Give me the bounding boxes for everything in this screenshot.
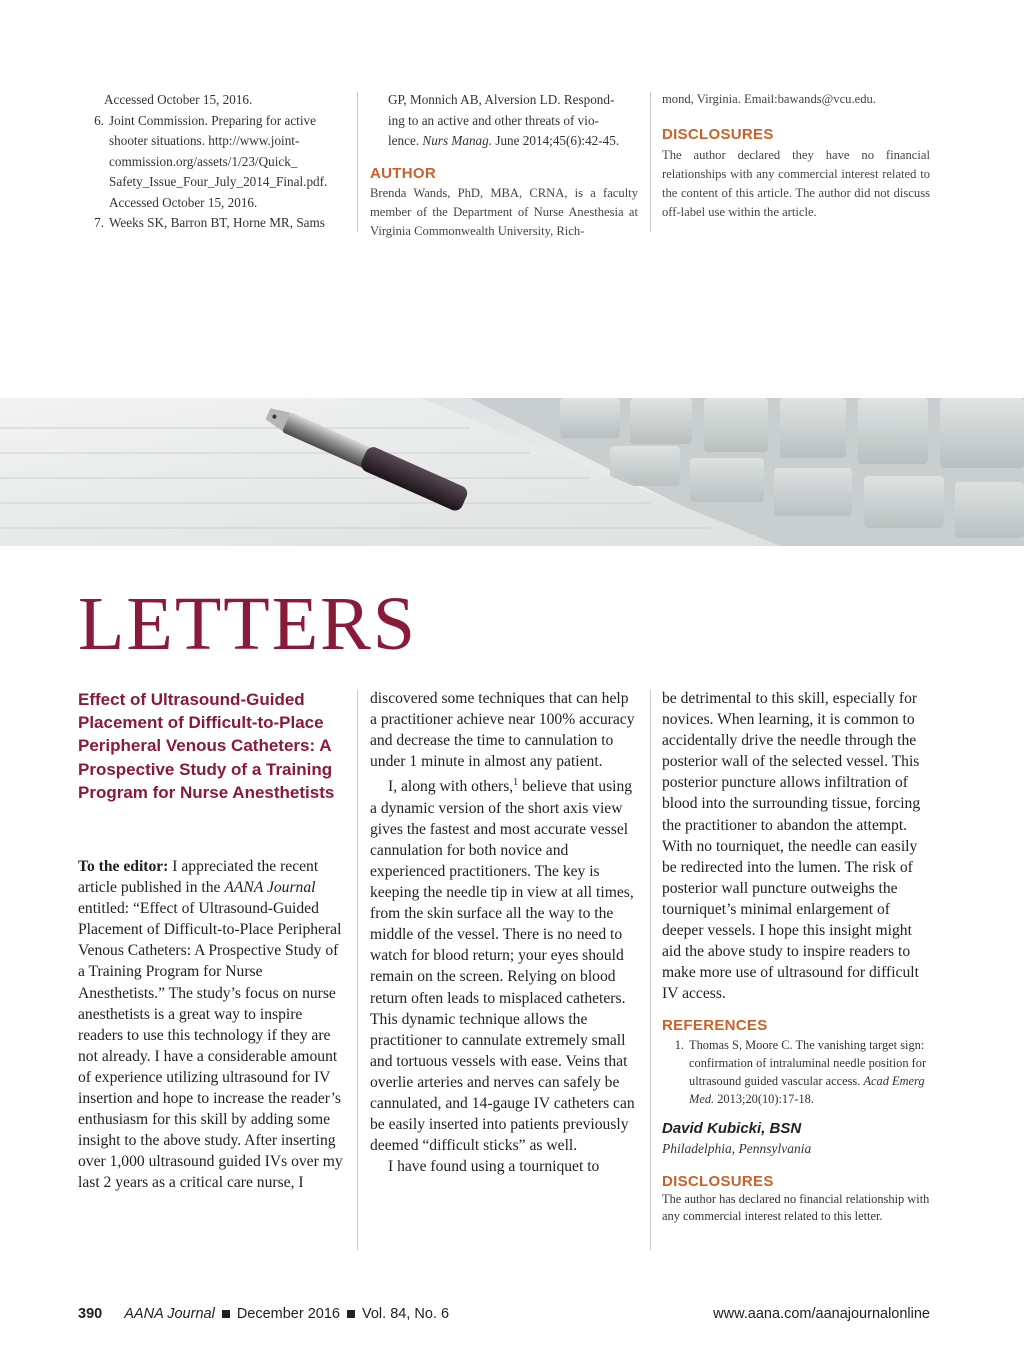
- paragraph: discovered some techniques that can help a practitioner achieve near 100% accuracy and decrease the time to cannulation to under 1 minute in almost any patient.: [370, 690, 635, 771]
- author-bio: Brenda Wands, PhD, MBA, CRNA, is a faculty member of the Department of Nurse Anesthesia at Virginia Commonwealth University, Rich-: [370, 186, 638, 238]
- top-column-2: [370, 90, 638, 241]
- column-divider: [357, 690, 358, 1250]
- ref-line: ing to an active and other threats of vio-: [388, 112, 599, 128]
- reference-number: 1.: [674, 1038, 684, 1053]
- disclosures-heading: DISCLOSURES: [662, 1172, 774, 1190]
- separator-square: [222, 1310, 230, 1318]
- signature-name: David Kubicki, BSN: [662, 1120, 802, 1138]
- reference-7: [86, 213, 344, 234]
- column-divider: [650, 690, 651, 1250]
- reference-text: Weeks SK, Barron BT, Horne MR, Sams: [109, 215, 325, 230]
- reference-number: 6.: [94, 112, 104, 128]
- ref-line: shooter situations. http://www.joint-: [109, 133, 300, 148]
- reference-6: [86, 111, 344, 214]
- signature-location: Philadelphia, Pennsylvania: [662, 1140, 812, 1156]
- ref-line: Accessed October 15, 2016.: [109, 194, 258, 210]
- footer-journal: AANA Journal: [124, 1306, 215, 1322]
- reference-text: [109, 111, 344, 214]
- column-divider: [357, 92, 358, 232]
- ref-line: Joint Commission. Preparing for active: [109, 112, 316, 128]
- disclosures-text: The author has declared no financial relationship with any commercial interest related to this letter.: [662, 1191, 930, 1223]
- author-heading: AUTHOR: [370, 164, 436, 182]
- lead-label: To the editor:: [78, 858, 169, 875]
- page-footer-left: [78, 1306, 449, 1322]
- article-title: Effect of Ultrasound-Guided Placement of Difficult-to-Place Peripheral Venous Catheters: A Prospective Study of a Training Program for Nurse Anesthetists: [78, 690, 335, 802]
- letter-column-3: [662, 688, 930, 1225]
- reference-1: [662, 1036, 930, 1108]
- footer-date: December 2016: [236, 1306, 340, 1322]
- separator-square: [347, 1310, 355, 1318]
- accessed-line: Accessed October 15, 2016.: [104, 92, 253, 107]
- reference-text: Thomas S, Moore C. The vanishing target sign: confirmation of intraluminal needle position for ultrasound guided vascular access. Acad Emerg Med. 2013;20(10):17-18.: [689, 1038, 927, 1107]
- disclosures-text: The author declared they have no financial relationships with any commercial interest related to the content of this article. The author did not discuss off-label use within the article.: [662, 147, 930, 219]
- reference-number: 7.: [94, 215, 104, 230]
- author-contact: mond, Virginia. Email:bawands@vcu.edu.: [662, 92, 876, 106]
- citation-marker: 1: [513, 777, 519, 789]
- footer-volume: Vol. 84, No. 6: [361, 1306, 450, 1322]
- letter-column-1: [78, 856, 346, 1194]
- ref-line: GP, Monnich AB, Alversion LD. Respond-: [388, 92, 615, 107]
- reference-continued: [370, 90, 638, 152]
- section-title: LETTERS: [78, 582, 418, 666]
- paragraph: I have found using a tourniquet to: [388, 1158, 600, 1176]
- letter-lead-paragraph: To the editor: I appreciated the recent article published in the AANA Journal entitled: “Effect of Ultrasound-Guided Placement of Difficult-to-Place Peripheral Venous Catheters: A Prospective Study of a Training Program for Nurse Anesthetists.” The study’s focus on nurse anesthetists is a great way to inspire readers to use this technology if they are not already. I have a considerable amount of experience utilizing ultrasound for IV insertion and hope to increase the reader’s enthusiasm for this skill by adding some insight to the above study. After inserting over 1,000 ultrasound guided IVs over my last 2 years as a critical care nurse, I: [78, 858, 343, 1192]
- top-column-3: [662, 90, 930, 222]
- ref-line: lence. Nurs Manag. June 2014;45(6):42-45.: [388, 133, 620, 148]
- paragraph: be detrimental to this skill, especially for novices. When learning, it is common to accidentally drive the needle through the posterior wall of the selected vessel. This posterior puncture allows infiltration of blood into the surrounding tissue, forcing the practitioner to abandon the attempt. With no tourniquet, the needle can easily be redirected into the lumen. The risk of posterior wall puncture outweighs the tourniquet’s minimal enlargement of deeper vessels. I hope this insight might aid the above study to inspire readers to make more use of ultrasound for difficult IV access.: [662, 690, 921, 1003]
- disclosures-heading: DISCLOSURES: [662, 126, 774, 143]
- page-number: 390: [78, 1306, 103, 1322]
- ref-line: Safety_Issue_Four_July_2014_Final.pdf.: [109, 174, 328, 189]
- references-heading: REFERENCES: [662, 1017, 768, 1035]
- journal-name: AANA Journal: [224, 879, 316, 897]
- ref-line: commission.org/assets/1/23/Quick_: [109, 153, 298, 169]
- paragraph: I, along with others,$^1$ believe that using a dynamic version of the short axis view gives the fastest and most accurate vessel cannulation for both novice and experienced practitioners. The key is keeping the needle tip in view at all times, from the skin surface all the way to the middle of the vessel. There is no need to watch for blood return; your eyes should remain on the screen. Relying on blood return often leads to misplaced catheters. This dynamic technique allows the practitioner to cannulate extremely small and tortuous vessels with ease. Veins that overlie arteries and nerves can safely be cannulated, and 14-gauge IV catheters can be easily inserted into patients previously deemed “difficult sticks” as well.: [370, 777, 635, 1155]
- column-divider: [650, 92, 651, 232]
- top-column-1: [86, 90, 344, 234]
- pen-keyboard-photo: [0, 398, 1024, 546]
- footer-url[interactable]: www.aana.com/aanajournalonline: [713, 1306, 930, 1322]
- letter-column-2: [370, 688, 638, 1177]
